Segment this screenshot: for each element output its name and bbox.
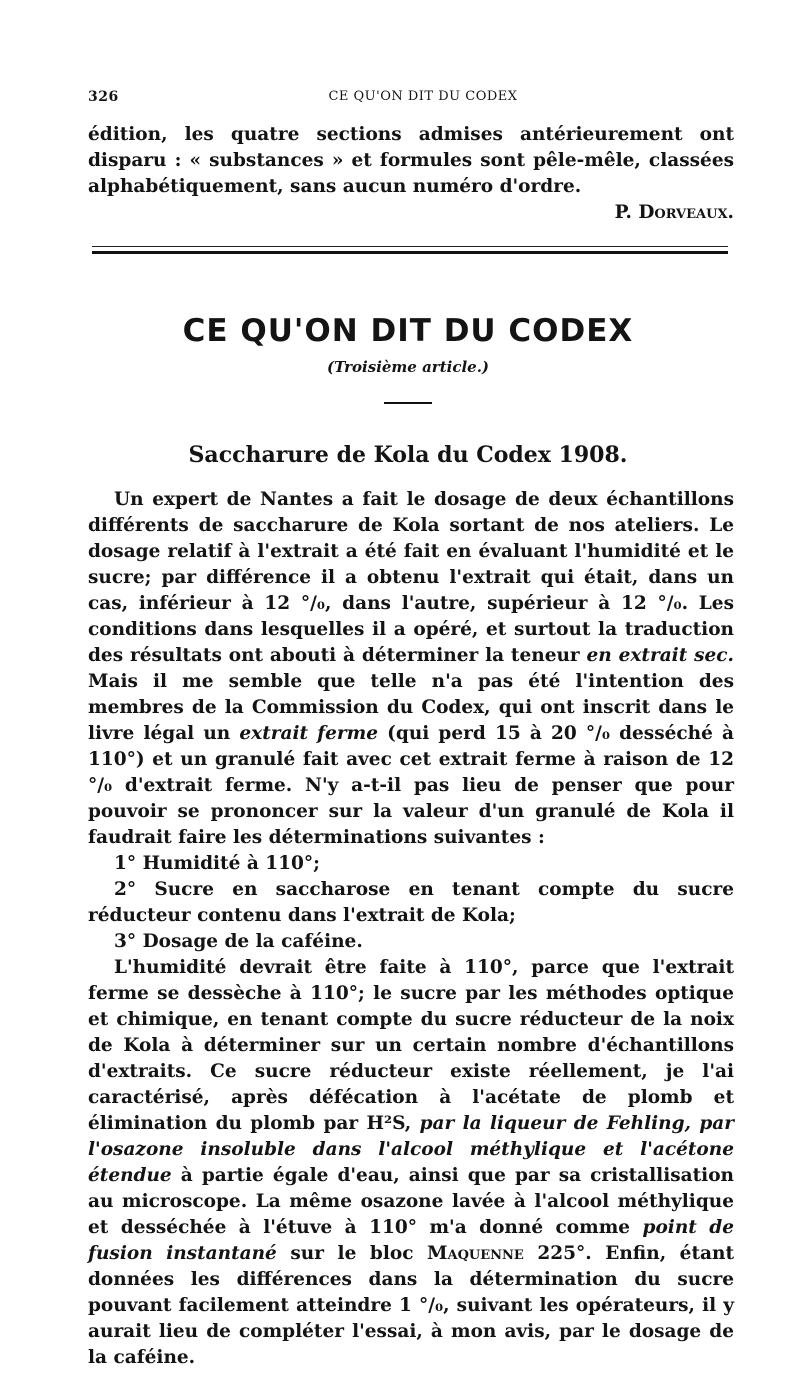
running-title: CE QU'ON DIT DU CODEX: [328, 89, 518, 104]
paragraph-2: [88, 955, 734, 1371]
text-run: sur le bloc: [276, 1243, 428, 1264]
text-run: Maquenne: [427, 1243, 524, 1264]
closing-paragraph: édition, les quatre sections admises antérieurement ont disparu : « substances » et formules sont pêle-mêle, classées alphabétiquement, sans aucun numéro d'ordre.: [88, 124, 734, 197]
page-header: [88, 89, 728, 111]
page-number: 326: [88, 89, 119, 105]
text-run: Mais il me semble que telle n'a pas été l'intention des membres de la Commission du Codex, qui ont inscrit dans le livre légal un: [88, 671, 734, 744]
italic-run: point de fusion instantané: [88, 1217, 734, 1264]
separator-rule-top: [92, 246, 728, 247]
italic-run: en extrait sec.: [586, 645, 734, 666]
signature-initial: P.: [614, 202, 632, 223]
italic-run: par la liqueur de Fehling, par l'osazone insoluble dans l'alcool méthylique et l'acétone étendue: [88, 1113, 734, 1186]
text-run: à partie égale d'eau, ainsi que par sa cristallisation au microscope. La même osazone lavée à l'alcool méthylique et desséchée à l'étuve à 110° m'a donné comme: [88, 1165, 734, 1238]
article-title: CE QU'ON DIT DU CODEX: [182, 313, 634, 349]
section-title: Saccharure de Kola du Codex 1908.: [188, 442, 628, 468]
italic-run: extrait ferme: [239, 723, 378, 744]
text-run: (qui perd 15 à 20 °/₀ desséché à 110°) et un granulé fait avec cet extrait ferme à raison de 12 °/₀ d'extrait ferme. N'y a-t-il pas lieu de penser que pour pouvoir se prononcer sur la valeur d'un granulé de Kola il faudrait faire les déterminations suivantes :: [88, 723, 734, 848]
list-item: 2° Sucre en saccharose en tenant compte du sucre réducteur contenu dans l'extrait de Kola;: [88, 879, 734, 926]
previous-article-end: [88, 122, 734, 226]
title-rule: [384, 402, 432, 404]
signature-name: Dorveaux.: [638, 202, 734, 223]
list-item: 3° Dosage de la caféine.: [114, 931, 363, 952]
text-run: Un expert de Nantes a fait le dosage de deux échantillons différents de saccharure de Kola sortant de nos ateliers. Le dosage relatif à l'extrait a été fait en évaluant l'humidité et le sucre; par différence il a obtenu l'extrait qui était, dans un cas, inférieur à 12 °/₀, dans l'autre, supérieur à 12 °/₀. Les conditions dans lesquelles il a opéré, et surtout la traduction des résultats ont abouti à déterminer la teneur: [88, 489, 734, 666]
author-signature: [88, 200, 734, 226]
list-item: 1° Humidité à 110°;: [114, 853, 320, 874]
text-run: L'humidité devrait être faite à 110°, parce que l'extrait ferme se dessèche à 110°; le sucre par les méthodes optique et chimique, en tenant compte du sucre réducteur de la noix de Kola à déterminer sur un certain nombre d'échantillons d'extraits. Ce sucre réducteur existe réellement, je l'ai caractérisé, après défécation à l'acétate de plomb et élimination du plomb par H²S,: [88, 957, 734, 1134]
paragraph-1: [88, 487, 734, 851]
article-subtitle: (Troisième article.): [326, 358, 490, 376]
article-body: [88, 487, 734, 1371]
text-run: 225°. Enfin, étant données les différences dans la détermination du sucre pouvant facilement atteindre 1 °/₀, suivant les opérateurs, il y aurait lieu de compléter l'essai, à mon avis, par le dosage de la caféine.: [88, 1243, 734, 1368]
separator-rule-bottom: [92, 251, 728, 254]
